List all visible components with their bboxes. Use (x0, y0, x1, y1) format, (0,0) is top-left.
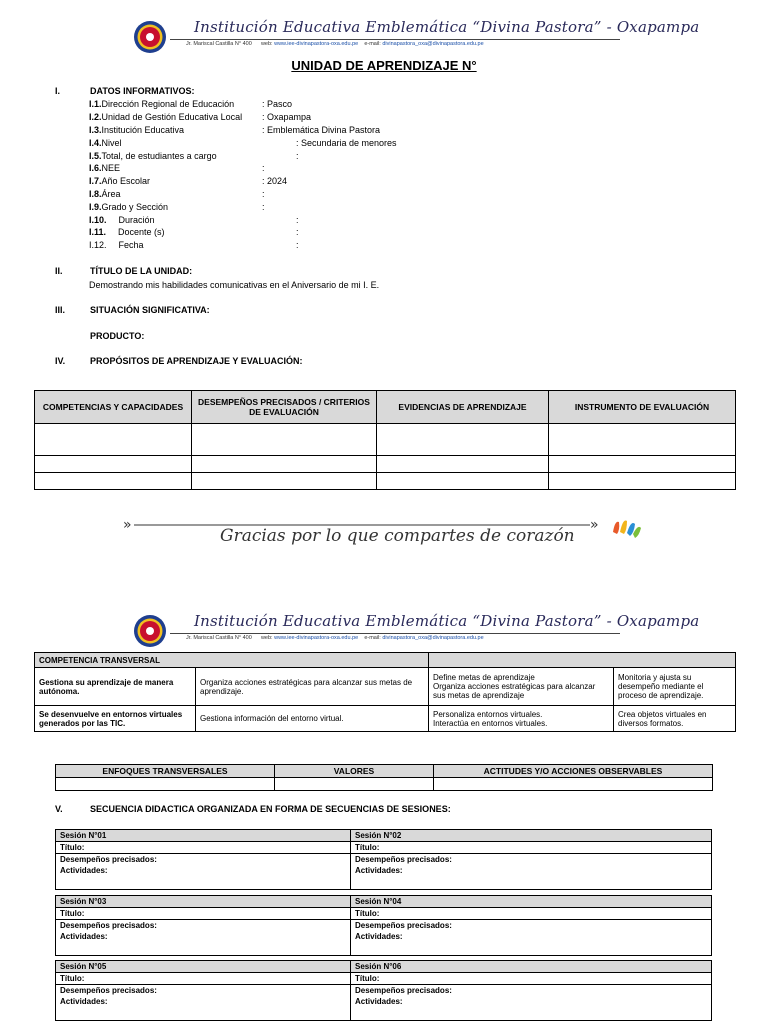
info-item-value: : Pasco (262, 99, 293, 109)
session-field: Actividades: (56, 865, 351, 890)
table-header: ACTITUDES Y/O ACCIONES OBSERVABLES (434, 765, 713, 778)
session-field: Título: (351, 908, 712, 920)
session-field: Desempeños precisados: (56, 985, 351, 997)
table-header: VALORES (275, 765, 434, 778)
session-field: Título: (56, 973, 351, 985)
institution-name: Institución Educativa Emblemática “Divina Pastora” - Oxapampa (194, 612, 700, 630)
svg-text:»: » (123, 517, 132, 533)
info-item-value: : (262, 202, 265, 212)
info-item-value: : (296, 215, 299, 225)
info-item-value: : Oxapampa (262, 112, 312, 122)
session-header-row (56, 830, 712, 842)
session-header-row (56, 896, 712, 908)
info-item-label: I.11. Docente (s) (89, 227, 165, 237)
table-row (56, 973, 712, 985)
page-title: UNIDAD DE APRENDIZAJE N° (291, 58, 477, 73)
session-table (55, 829, 712, 890)
session-field: Desempeños precisados: (351, 985, 712, 997)
session-field: Actividades: (351, 996, 712, 1021)
section-number: V. (55, 804, 63, 814)
hands-icon (613, 520, 641, 538)
transversal-table (34, 652, 736, 732)
info-item-label: I.10. Duración (89, 215, 155, 225)
info-item-value: : Secundaria de menores (296, 138, 397, 148)
info-item-label: I.1.Dirección Regional de Educación (89, 99, 235, 109)
table-header: EVIDENCIAS DE APRENDIZAJE (377, 391, 549, 424)
info-item-label: I.6.NEE (89, 163, 121, 173)
section-title: SECUENCIA DIDACTICA ORGANIZADA EN FORMA DE SECUENCIAS DE SESIONES: (90, 804, 451, 814)
info-item-label: I.12. Fecha (89, 240, 144, 250)
session-field: Título: (351, 973, 712, 985)
product-label: PRODUCTO: (90, 331, 145, 341)
session-title: Sesión N°02 (351, 830, 712, 842)
section-title: TÍTULO DE LA UNIDAD: (90, 266, 193, 276)
session-field: Desempeños precisados: (56, 920, 351, 932)
table-row (35, 424, 736, 456)
session-field: Desempeños precisados: (56, 854, 351, 866)
section-number: I. (55, 86, 61, 96)
table-row (56, 931, 712, 956)
session-field: Desempeños precisados: (351, 920, 712, 932)
table-header: ENFOQUES TRANSVERSALES (56, 765, 275, 778)
info-item-value: : Emblemática Divina Pastora (262, 125, 381, 135)
gracias-banner (120, 510, 650, 560)
section-title: PROPÓSITOS DE APRENDIZAJE Y EVALUACIÓN: (90, 356, 303, 366)
table-row (35, 456, 736, 473)
svg-text:»: » (590, 517, 599, 533)
table-row (56, 842, 712, 854)
table-row (56, 778, 713, 791)
session-field: Título: (56, 842, 351, 854)
header-divider (170, 39, 620, 40)
table-row (56, 865, 712, 890)
table-row: Se desenvuelve en entornos virtuales generados por las TIC. Gestiona información del entorno virtual. Personaliza entornos virtuales. Interactúa en entornos virtuales. Crea objetos virtuales en diversos formatos. (35, 706, 736, 732)
table-row: Gestiona su aprendizaje de manera autónoma. Organiza acciones estratégicas para alcanzar sus metas de aprendizaje. Define metas de aprendizaje Organiza acciones estratégicas para alcanzar sus metas de aprendizaje Monitoria y ajusta su desempeño mediante el proceso de aprendizaje. (35, 668, 736, 706)
header-second (130, 612, 700, 652)
session-header-row (56, 961, 712, 973)
info-item-label: I.2.Unidad de Gestión Educativa Local (89, 112, 243, 122)
info-item-label: I.3.Institución Educativa (89, 125, 185, 135)
section-number: II. (55, 266, 63, 276)
info-item-label: I.4.Nivel (89, 138, 122, 148)
session-title: Sesión N°03 (56, 896, 351, 908)
table-row (56, 985, 712, 997)
info-item-label: I.5.Total, de estudiantes a cargo (89, 151, 217, 161)
session-field: Título: (351, 842, 712, 854)
session-title: Sesión N°04 (351, 896, 712, 908)
table-row (56, 854, 712, 866)
info-item-value: : (296, 151, 299, 161)
session-title: Sesión N°01 (56, 830, 351, 842)
table-row (56, 920, 712, 932)
session-field: Actividades: (351, 931, 712, 956)
header-top (130, 18, 700, 58)
purposes-table (34, 390, 736, 490)
session-table (55, 960, 712, 1021)
session-field: Actividades: (56, 931, 351, 956)
header-divider (170, 633, 620, 634)
info-item-label: I.7.Año Escolar (89, 176, 151, 186)
info-item-value: : (296, 227, 299, 237)
school-seal-icon (133, 20, 167, 54)
unit-title-text: Demostrando mis habilidades comunicativas en el Aniversario de mi I. E. (89, 280, 380, 290)
section-number: IV. (55, 356, 66, 366)
table-row (56, 908, 712, 920)
info-item-label: I.9.Grado y Sección (89, 202, 169, 212)
table-header: COMPETENCIAS Y CAPACIDADES (35, 391, 192, 424)
gracias-text: Gracias por lo que compartes de corazón (220, 526, 575, 546)
info-item-value: : (262, 163, 265, 173)
header-contact: Jr. Mariscal Castilla N° 400 web: www.iee-divinapastora-oxa.edu.pe e-mail: divinapastora_oxa@divinapastora.edu.pe (186, 41, 484, 47)
session-title: Sesión N°05 (56, 961, 351, 973)
session-field: Actividades: (56, 996, 351, 1021)
section-number: III. (55, 305, 66, 315)
info-item-value: : (262, 189, 265, 199)
header-contact: Jr. Mariscal Castilla N° 400 web: www.iee-divinapastora-oxa.edu.pe e-mail: divinapastora_oxa@divinapastora.edu.pe (186, 635, 484, 641)
info-item-value: : (296, 240, 299, 250)
info-item-label: I.8.Área (89, 189, 121, 199)
session-field: Actividades: (351, 865, 712, 890)
table-header: DESEMPEÑOS PRECISADOS / CRITERIOS DE EVALUACIÓN (192, 391, 377, 424)
table-header: INSTRUMENTO DE EVALUACIÓN (549, 391, 736, 424)
table-header: COMPETENCIA TRANSVERSAL (35, 653, 429, 668)
info-item-value: : 2024 (262, 176, 288, 186)
session-field: Título: (56, 908, 351, 920)
session-table (55, 895, 712, 956)
school-seal-icon (133, 614, 167, 648)
section-title: SITUACIÓN SIGNIFICATIVA: (90, 305, 210, 315)
table-row (35, 473, 736, 490)
session-title: Sesión N°06 (351, 961, 712, 973)
institution-name: Institución Educativa Emblemática “Divina Pastora” - Oxapampa (194, 18, 700, 36)
session-field: Desempeños precisados: (351, 854, 712, 866)
section-title: DATOS INFORMATIVOS: (90, 86, 195, 96)
table-row (56, 996, 712, 1021)
enfoques-table (55, 764, 713, 791)
